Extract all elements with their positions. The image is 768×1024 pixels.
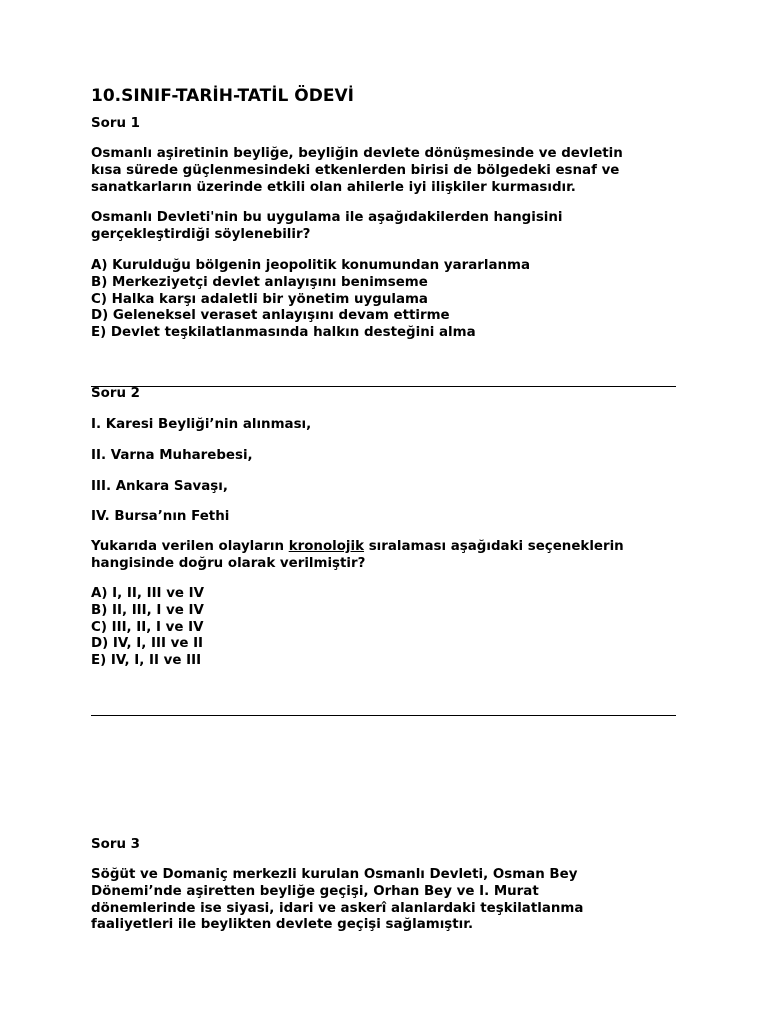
question-line <box>91 539 681 556</box>
paragraph-line: Dönemi’nde aşiretten beyliğe geçişi, Orhan Bey ve I. Murat <box>91 883 539 899</box>
question-2-item-4: IV. Bursa’nın Fethi <box>91 509 230 524</box>
question-1-options <box>91 258 681 342</box>
question-3-paragraph <box>91 867 681 934</box>
question-2-question <box>91 539 681 573</box>
option-e: E) Devlet teşkilatlanmasında halkın desteğini alma <box>91 325 476 341</box>
question-2-item-1: I. Karesi Beyliği’nin alınması, <box>91 417 312 432</box>
option-d: D) IV, I, III ve II <box>91 636 204 652</box>
option-c: C) III, II, I ve IV <box>91 619 204 635</box>
separator-line <box>91 715 676 716</box>
question-1-paragraph <box>91 146 681 196</box>
question-2-options <box>91 586 681 670</box>
paragraph-line: dönemlerinde ise siyasi, idari ve askerî alanlardaki teşkilatlanma <box>91 900 584 916</box>
question-2-label: Soru 2 <box>91 386 140 401</box>
paragraph-line: sanatkarların üzerinde etkili olan ahilerle iyi ilişkiler kurmasıdır. <box>91 179 576 195</box>
paragraph-line: kısa sürede güçlenmesindeki etkenlerden birisi de bölgedeki esnaf ve <box>91 162 620 178</box>
option-b: B) Merkeziyetçi devlet anlayışını benimseme <box>91 274 428 290</box>
question-text: Yukarıda verilen olayların <box>91 539 289 554</box>
option-b: B) II, III, I ve IV <box>91 602 204 618</box>
question-text: sıralaması aşağıdaki seçeneklerin <box>364 539 624 554</box>
option-d: D) Geleneksel veraset anlayışını devam ettirme <box>91 308 450 324</box>
question-2-item-3: III. Ankara Savaşı, <box>91 479 228 494</box>
option-c: C) Halka karşı adaletli bir yönetim uygulama <box>91 291 428 307</box>
underlined-term: kronolojik <box>288 539 365 554</box>
option-a: A) Kurulduğu bölgenin jeopolitik konumundan yararlanma <box>91 258 531 273</box>
paragraph-line: Söğüt ve Domaniç merkezli kurulan Osmanlı Devleti, Osman Bey <box>91 867 578 882</box>
question-line: hangisinde doğru olarak verilmiştir? <box>91 555 366 571</box>
option-e: E) IV, I, II ve III <box>91 653 202 669</box>
question-line: Osmanlı Devleti'nin bu uygulama ile aşağıdakilerden hangisini <box>91 210 563 225</box>
question-1-question <box>91 210 681 244</box>
paragraph-line: faaliyetleri ile beylikten devlete geçişi sağlamıştır. <box>91 917 474 933</box>
question-2-item-2: II. Varna Muharebesi, <box>91 448 253 463</box>
question-1-label: Soru 1 <box>91 116 140 131</box>
question-line: gerçekleştirdiği söylenebilir? <box>91 226 311 242</box>
question-3-label: Soru 3 <box>91 837 140 852</box>
document-title: 10.SINIF-TARİH-TATİL ÖDEVİ <box>91 86 354 106</box>
option-a: A) I, II, III ve IV <box>91 586 205 601</box>
paragraph-line: Osmanlı aşiretinin beyliğe, beyliğin devlete dönüşmesinde ve devletin <box>91 146 623 161</box>
